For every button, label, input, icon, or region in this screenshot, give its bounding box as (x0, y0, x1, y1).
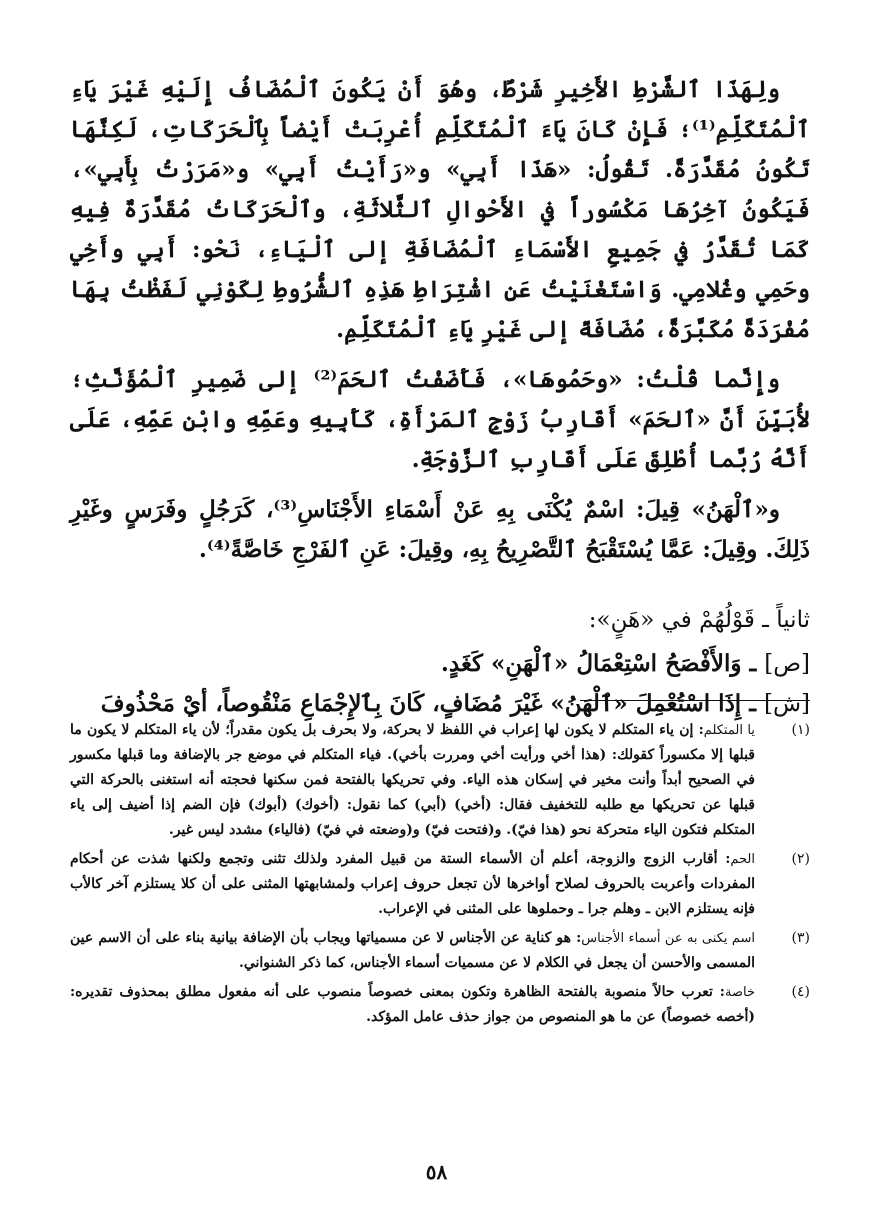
footnote-text: : أقارب الزوج والزوجة، أعلم أن الأسماء الستة من قبيل المفرد ولذلك تثنى وتجمع ولكنها شذت عن أحكام المفردات وأعربت بالحروف لصلاح أواخرها لأن تجعل حروف إعراب ولمشابهتها المثنى على أن كلا يستلزم آخر كالأب فإنه يستلزم الابن ـ وهلم جرا ـ وحملوها على المثنى في الإعراب. (70, 851, 755, 917)
footnote-term: اسم يكنى به عن أسماء الأجناس (581, 931, 755, 946)
footnote-divider (580, 700, 810, 701)
matn-tag: [ص] (764, 651, 810, 677)
footnote-text: : تعرب حالاً منصوبة بالفتحة الظاهرة وتكون بمعنى خصوصاً منصوب على أنه مفعول مطلق بمحذوف تقديره: (أخصه خصوصاً) عن ما هو المنصوص من جواز حذف عامل المؤكد. (70, 984, 755, 1025)
footnote-number: (٣) (791, 930, 810, 946)
footnote-term: خاصة (724, 985, 755, 1000)
sharh-tag: [ش] (763, 691, 810, 717)
matn-text: ـ وَالأَفْصَحُ اسْتِعْمَالُ «ٱلْهَنِ» كَغَدٍ. (440, 650, 757, 677)
footnote-body (70, 980, 755, 1030)
footnote-text: : إن ياء المتكلم لا يكون لها إعراب في اللفظ لا بحركة، ولا بحرف بل يكون مقدراً؛ لأن ياء المتكلم لا يكون ما قبلها إلا مكسوراً كقولك: (هذا أخي ورأيت أخي ومررت بأخي). فياء المتكلم في موضع جر بالإضافة وما قبلها مكسور في الصحيح أبداً وأنت مخير في إسكان هذه الياء. وفي تحريكها بالفتحة فمن سكنها فحجته أنه استغنى بالحركة التي قبلها عن تحريكها مع طلبه للتخفيف فقال: (أخي) (أبي) كما نقول: (أخوك) (أبوك) فإن الضم إذا أضيف إلى ياء المتكلم فتكون الياء متحركة نحو (هذا فيّ). و(فتحت فيّ) و(وضعته في فيّ) (فالياء) مشدد ليس غير. (70, 722, 755, 838)
footnote-body (70, 847, 755, 922)
footnote-term: يا المتكلم (703, 723, 756, 738)
footnotes (70, 718, 810, 1034)
sharh-text: ـ إِذَا اسْتُعْمِلَ «ٱلْهَنُ» غَيْرَ مُضَافٍ، كَانَ بِٱلإِجْمَاعِ مَنْقُوصاً، أيْ مَحْذُوفَ (100, 690, 756, 717)
footnote-number: (١) (791, 722, 810, 738)
page-number: ٥٨ (425, 1160, 448, 1184)
footnote-4 (70, 980, 810, 1030)
footnote-text: : هو كناية عن الأجناس لا عن مسمياتها ويجاب بأن الإضافة بيانية بناء على أن الاسم عين المسمى والأحسن أن يجعل في الكلام لا عن مسميات أسماء الأجناس، كما ذكر الشنواني. (70, 930, 755, 971)
matn-line (70, 644, 810, 684)
footnote-body (70, 926, 755, 976)
footnote-term: الحم (730, 852, 755, 867)
footnote-number: (٤) (791, 984, 810, 1000)
section-heading: ثانياً ـ قَوْلُهُمْ في «هَنٍ»: (588, 607, 810, 633)
footnote-2 (70, 847, 810, 922)
paragraph-1: ولِهَذَا ٱلشَّرْطِ الأَخِيرِ شَرْطٌ، وهُوَ أَنْ يَكُونَ ٱلْمُضَافُ إِلَيْهِ غَيْرَ يَاءِ ٱلْمُتَكَلِّمِ⁽¹⁾؛ فَإِنْ كَانَ يَاءَ ٱلْمُتَكَلِّمِ أُعْرِبَتْ أَيْضاً بِٱلْحَرَكَاتِ، لَكِنَّهَا تَكُونُ مُقَدَّرَةً. تَقُولُ: «هَذَا أَبِي» و«رَأَيْتُ أَبِي» و«مَرَرْتُ بِأَبِي»، فَيَكُونُ آخِرُهَا مَكْسُوراً في الأَحْوالِ ٱلثَّلاثَةِ، وٱلْحَرَكَاتُ مُقَدَّرَةٌ فِيهِ كَمَا تُقَدَّرُ في جَمِيعِ الأَسْمَاءِ ٱلْمُضَافَةِ إلى ٱلْيَاءِ، نَحْو: أَبِي وأَخِي وحَمِي وغُلامِي. وَاسْتَغْنَيْتُ عَنِ اشْتِرَاطِ هَذِهِ ٱلشُّرُوطِ لِكَوْنِي لَفَظْتُ بِهَا مُفْرَدَةً مُكَبَّرَةً، مُضَافَةً إلى غَيْرِ يَاءِ ٱلْمُتَكَلِّمِ. (70, 76, 810, 343)
footnote-number: (٢) (791, 851, 810, 867)
paragraph-3: و«ٱلْهَنُ» قِيلَ: اسْمٌ يُكْنَى بِهِ عَنْ أَسْمَاءِ الأَجْنَاسِ⁽³⁾، كَرَجُلٍ وفَرَسٍ وغَيْرِ ذَلِكَ. وقِيلَ: عَمَّا يُسْتَقْبَحُ ٱلتَّصْرِيحُ بِهِ، وقِيلَ: عَنِ ٱلفَرْجِ خَاصَّةً⁽⁴⁾. (70, 496, 810, 563)
footnote-body (70, 718, 755, 843)
footnote-3 (70, 926, 810, 976)
main-text (70, 70, 810, 724)
paragraph-2: وإِنَّما قُلْتُ: «وحَمُوهَا»، فَأَضَفْتُ ٱلحَمَ⁽²⁾ إلى ضَمِيرِ ٱلْمُؤَنَّثِ؛ لأُبَيِّنَ أَنَّ «ٱلحَمَ» أَقَارِبُ زَوْجِ ٱلمَرْأَةِ، كَأَبِيهِ وعَمِّهِ وابْنِ عَمِّهِ، عَلَى أَنَّهُ رُبَّما أُطْلِقَ عَلَى أَقَارِبِ ٱلزَّوْجَةِ. (70, 366, 810, 473)
footnote-1 (70, 718, 810, 843)
